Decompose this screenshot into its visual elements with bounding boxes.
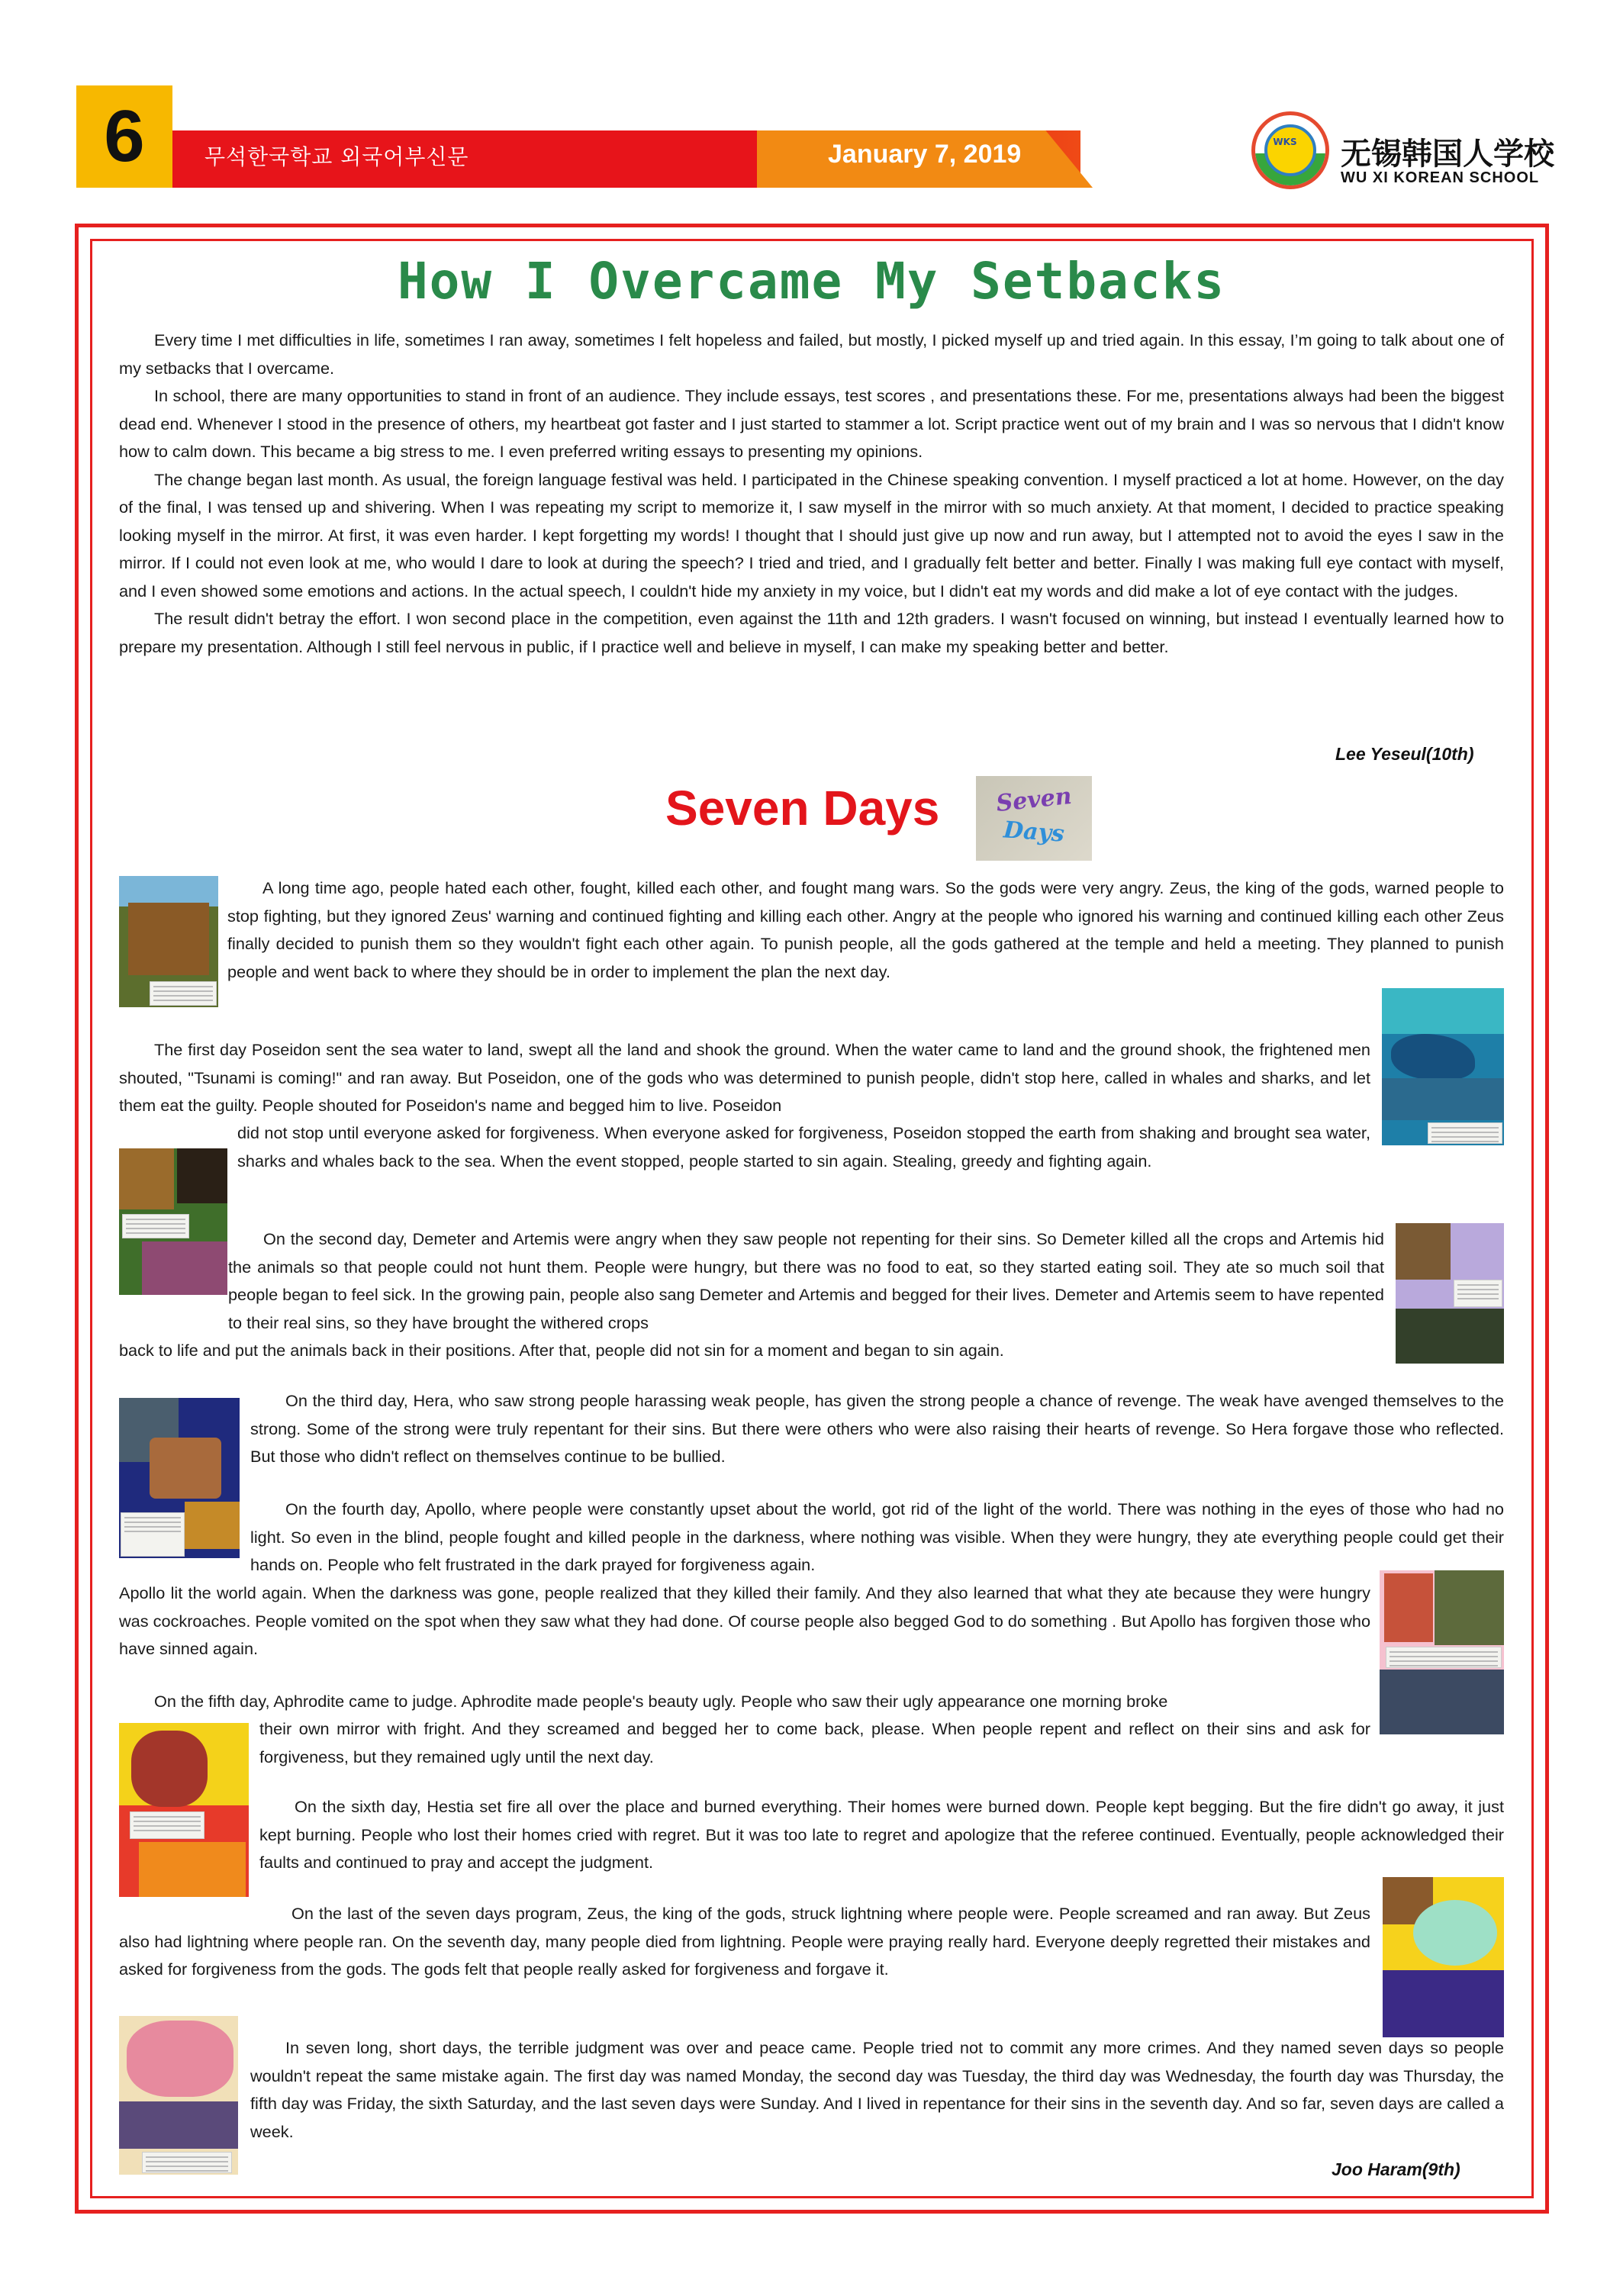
day7-paragraph: On the last of the seven days program, Zeus, the king of the gods, struck lightning where people were. People screamed and ran away. But Zeus also had lightning where people ran. On the seventh day, many people died from lightning. People were praying really hard. Everyone deeply regretted their mistakes and asked for forgiveness from the gods. The gods felt that people really asked for forgiveness and forgave it. [119, 1904, 1370, 1979]
article1-author: Lee Yeseul(10th) [1335, 744, 1474, 764]
day6-paragraph: On the sixth day, Hestia set fire all over the place and burned everything. Their homes were burned down. People kept begging. But the fire didn't go away, it just kept burning. People who lost their homes cried with regret. But it was too late to regret and apologize that the referee continued. Eventually, people acknowledged their faults and continued to pray and accept the judgment. [259, 1797, 1504, 1872]
ending-collage-image [119, 2016, 238, 2175]
logo-mark-text: WKS [1273, 137, 1297, 147]
school-name-chinese: 无锡韩国人学校 [1341, 137, 1554, 172]
day2-paragraph-b: back to life and put the animals back in their positions. After that, people did not sin for a moment and began to sin again. [119, 1341, 1004, 1360]
intro-collage-image [119, 876, 218, 1007]
article1-body [119, 327, 1504, 661]
ending-paragraph: In seven long, short days, the terrible judgment was over and peace came. People tried not to commit any more crimes. And they named seven days so people wouldn't repeat the same mistake again. The first day was named Monday, the second day was Tuesday, the third day was Wednesday, the fourth day was Thursday, the fifth day was Friday, the sixth Saturday, and the last seven days were Sunday. And I lived in repentance for their sins in the seventh day. And so far, seven days are called a week. [250, 2038, 1504, 2141]
article1-paragraph: In school, there are many opportunities to stand in front of an audience. They include essays, test scores , and presentations these. For me, presentations always had been the biggest dead end. Whenever I stood in the presence of others, my heartbeat got faster and I just started to stammer a lot. Script practice went out of my brain and I was so nervous that I didn't know how to calm down. This became a big stress to me. I even preferred writing essays to presenting my opinions. [119, 386, 1504, 461]
day1-paragraph-a: The first day Poseidon sent the sea water to land, swept all the land and shook the ground. When the water came to land and the ground shook, the frightened men shouted, "Tsunami is coming!" and ran away. But Poseidon, one of the gods who was determined to punish people, didn't stop here, called in whales and sharks, and let them eat the guilty. People shouted for Poseidon's name and begged him to live. Poseidon [119, 1040, 1370, 1115]
day6-block [259, 1793, 1504, 1877]
day5-paragraph-a: On the fifth day, Aphrodite came to judge. Aphrodite made people's beauty ugly. People who saw their ugly appearance one morning broke [154, 1692, 1168, 1711]
article1-title: How I Overcame My Setbacks [397, 252, 1226, 311]
article2-title: Seven Days [665, 781, 940, 836]
day1-block-b [237, 1119, 1370, 1175]
article2-author: Joo Haram(9th) [1332, 2159, 1460, 2179]
day2-paragraph-a: On the second day, Demeter and Artemis were angry when they saw people not repenting for their sins. So Demeter killed all the crops and Artemis hid the animals so that people could not hunt them. People were hungry, but there was no food to eat, so they started eating soil. They ate so much soil that people began to feel sick. In the growing pain, people also sang Demeter and Artemis and begged for their lives. Demeter and Artemis seem to have repented to their real sins, so they have brought the withered crops [228, 1229, 1384, 1332]
day5-block-b [259, 1715, 1370, 1771]
day4-paragraph-a: On the fourth day, Apollo, where people were constantly upset about the world, got rid of the light of the world. There was nothing in the eyes of those who had no light. So even in the blind, people fought and killed people in the darkness, where nothing was visible. When they were hungry, they ate everything people could get their hands on. People who felt frustrated in the dark prayed for forgiveness again. [250, 1499, 1504, 1574]
title-image-word-days: Days [1002, 816, 1066, 848]
day1-block-a [119, 1036, 1370, 1120]
day5-block-a [119, 1688, 1370, 1716]
day4-block-b [119, 1580, 1370, 1663]
ending-block [250, 2034, 1504, 2146]
school-name-english: WU XI KOREAN SCHOOL [1341, 169, 1540, 186]
poseidon-collage-image [1382, 988, 1504, 1145]
zeus-collage-image [1383, 1877, 1504, 2037]
day2-block-a [228, 1225, 1384, 1337]
intro-block [119, 874, 1504, 986]
day1-paragraph-b: did not stop until everyone asked for forgiveness. When everyone asked for forgiveness, Poseidon stopped the earth from shaking and brought sea water, sharks and whales back to the sea. When the event stopped, people started to sin again. Stealing, greedy and fighting again. [237, 1123, 1370, 1171]
artemis-collage-image [1396, 1223, 1504, 1364]
day2-block-b [119, 1337, 1386, 1365]
hera-collage-image [119, 1398, 240, 1558]
seven-days-title-image [976, 776, 1092, 861]
newspaper-name: 무석한국학교 외국어부신문 [204, 144, 469, 169]
day7-block [119, 1900, 1370, 1984]
day4-block-a [250, 1496, 1504, 1580]
day4-paragraph-b: Apollo lit the world again. When the darkness was gone, people realized that they killed their family. And they also learned that what they ate because they were hungry was cockroaches. People vomited on the spot when they saw what they had done. Of course people also begged God to do something . But Apollo has forgiven those who have sinned again. [119, 1583, 1370, 1658]
issue-date: January 7, 2019 [828, 140, 1022, 169]
day3-paragraph: On the third day, Hera, who saw strong people harassing weak people, has given the strong people a chance of revenge. The weak have avenged themselves to the strong. Some of the strong were truly repentant for their sins. But there were others who were also raising their hearts of revenge. So Hera forgave those who reflected. But those who didn't reflect on themselves continue to be bullied. [250, 1391, 1504, 1466]
page-number: 6 [76, 85, 172, 188]
intro-paragraph: A long time ago, people hated each other, fought, killed each other, and fought mang wars. So the gods were very angry. Zeus, the king of the gods, warned people to stop fighting, but they ignored Zeus' warning and continued fighting and killing each other. Angry at the people who ignored his warning and continued killing each other Zeus finally decided to punish them so they wouldn't fight each other again. To punish people, all the gods gathered at the temple and held a meeting. They planned to punish people and went back to where they should be in order to implement the plan the next day. [227, 878, 1504, 981]
aphrodite-hestia-collage-image [119, 1723, 249, 1897]
school-logo [1251, 111, 1329, 189]
demeter-collage-image [119, 1148, 227, 1295]
title-image-word-seven: Seven [994, 782, 1074, 818]
apollo-collage-image [1380, 1570, 1504, 1734]
article1-paragraph: The change began last month. As usual, the foreign language festival was held. I participated in the Chinese speaking convention. I myself practiced a lot at home. However, on the day of the final, I was tensed up and shivering. When I was repeating my script to memorize it, I saw myself in the mirror with so much anxiety. At that moment, I decided to practice speaking looking myself in the mirror. At first, it was even harder. I kept forgetting my words! I thought that I should just give up now and run away, but I attempted not to avoid the eyes I saw in the mirror. If I could not even look at me, who would I dare to look at during the speech? I tried and tried, and I gradually felt better and better. Finally I was making full eye contact with myself, and I even showed some emotions and actions. In the actual speech, I couldn't hide my anxiety in my voice, but I didn't eat my words and did make a lot of eye contact with the judges. [119, 469, 1504, 601]
article1-paragraph: The result didn't betray the effort. I won second place in the competition, even against the 11th and 12th graders. I wasn't focused on winning, but instead I eventually learned how to prepare my presentation. Although I still feel nervous in public, if I practice well and believe in myself, I can make my speaking better and better. [119, 609, 1504, 656]
article1-paragraph: Every time I met difficulties in life, sometimes I ran away, sometimes I felt hopeless and failed, but mostly, I picked myself up and tried again. In this essay, I’m going to talk about one of my setbacks that I overcame. [119, 330, 1504, 378]
day5-paragraph-b: their own mirror with fright. And they screamed and begged her to come back, please. When people repent and reflect on their sins and ask for forgiveness, but they remained ugly until the next day. [259, 1719, 1370, 1766]
day3-block [250, 1387, 1504, 1471]
